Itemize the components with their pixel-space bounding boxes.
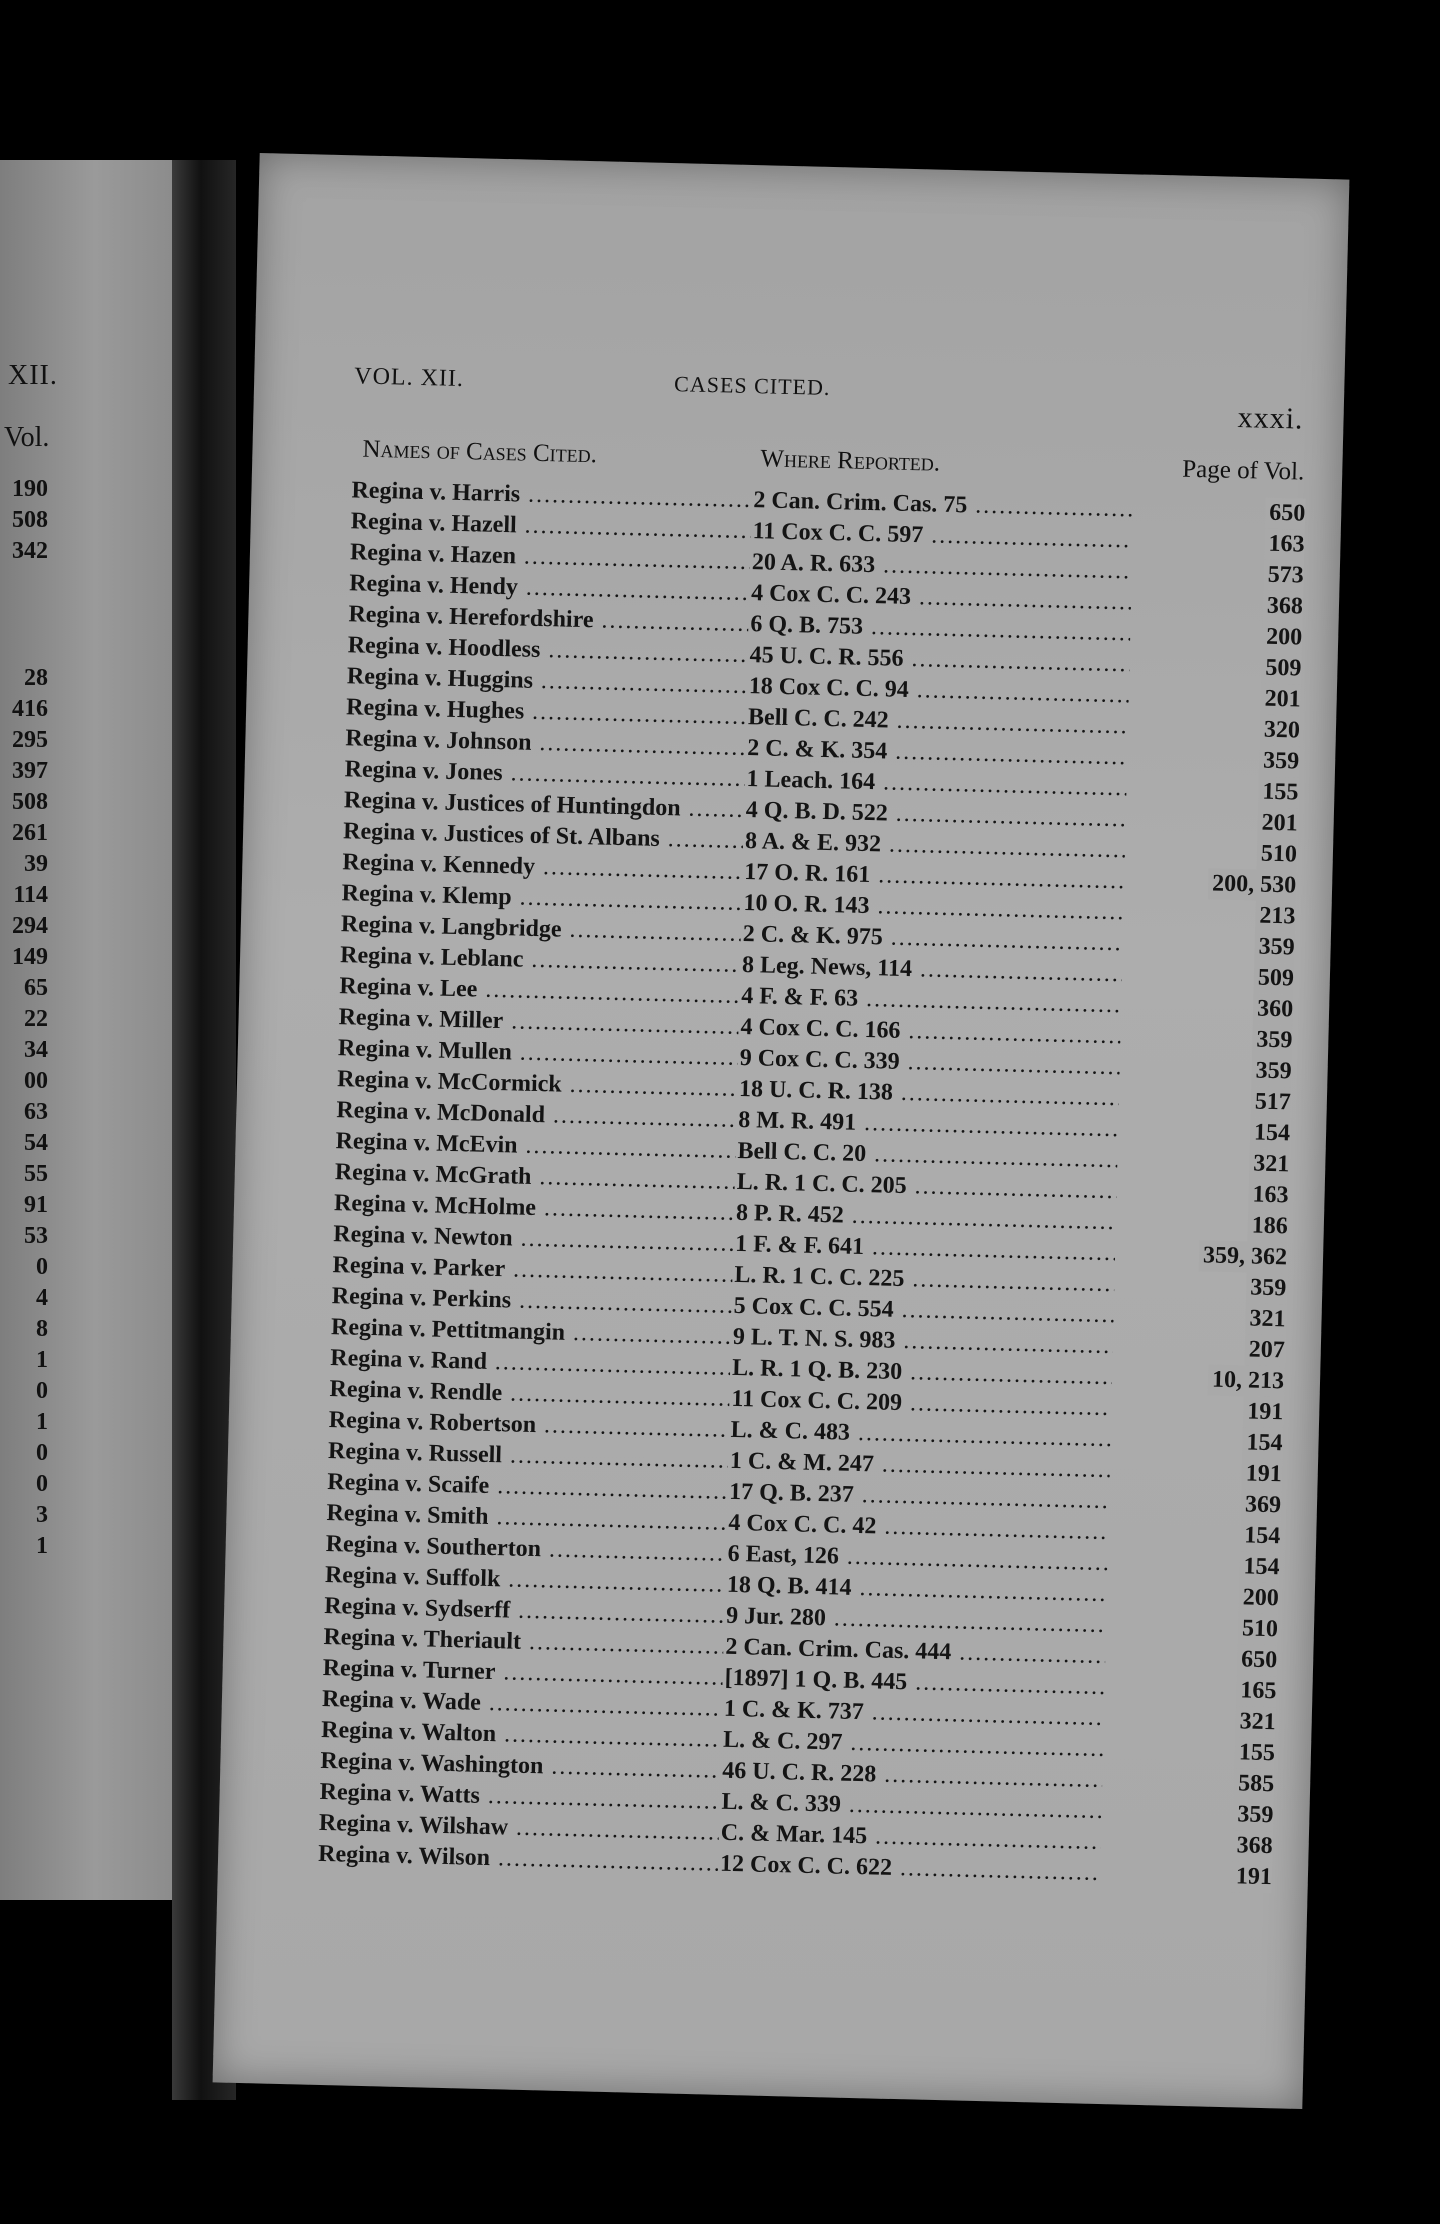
case-page: 650 xyxy=(1265,498,1306,530)
volume-label: VOL. XII. xyxy=(353,363,465,393)
case-name: Regina v. Newton ..... xyxy=(333,1219,734,1260)
case-page: 163 xyxy=(1248,1179,1289,1211)
case-page: 510 xyxy=(1257,839,1298,871)
case-page: 321 xyxy=(1235,1706,1276,1738)
facing-page-number: 1 xyxy=(36,1409,48,1435)
facing-page-number: 508 xyxy=(12,789,48,815)
case-page: 163 xyxy=(1264,529,1305,561)
case-page: 509 xyxy=(1261,653,1302,685)
facing-page-number: 3 xyxy=(36,1502,48,1528)
case-reported: L. R. 1 C. C. 225 ..... xyxy=(734,1260,1115,1300)
case-page: 165 xyxy=(1236,1675,1277,1707)
case-page: 155 xyxy=(1235,1737,1276,1769)
facing-page-number: 0 xyxy=(36,1440,48,1466)
case-name: Regina v. Langbridge ..... xyxy=(341,909,742,950)
case-page: 509 xyxy=(1254,963,1295,995)
case-reported: 9 L. T. N. S. 983 ..... xyxy=(733,1322,1114,1362)
case-page: 650 xyxy=(1237,1644,1278,1676)
case-reported: 1 Leach. 164 ..... xyxy=(746,764,1127,804)
case-name: Regina v. Perkins ..... xyxy=(331,1281,732,1322)
case-name: Regina v. Wilson ..... xyxy=(318,1839,719,1880)
facing-page-numbers xyxy=(0,474,48,1562)
case-name: Regina v. McDonald ..... xyxy=(336,1095,737,1136)
page-title: CASES CITED. xyxy=(673,371,831,400)
case-reported: 6 East, 126 ..... xyxy=(727,1539,1108,1579)
case-page: 154 xyxy=(1239,1551,1280,1583)
case-reported: Bell C. C. 242 ..... xyxy=(748,702,1129,742)
case-page: 191 xyxy=(1241,1458,1282,1490)
facing-page-number: 397 xyxy=(12,758,48,784)
case-page: 10, 213 xyxy=(1208,1365,1285,1398)
case-page: 201 xyxy=(1260,684,1301,716)
case-reported: L. & C. 297 ..... xyxy=(723,1725,1104,1765)
case-name: Regina v. Suffolk ..... xyxy=(325,1560,726,1601)
case-name: Regina v. Turner ..... xyxy=(322,1653,723,1694)
case-page: 359, 362 xyxy=(1199,1240,1288,1273)
case-reported: 11 Cox C. C. 209 ..... xyxy=(731,1384,1112,1424)
facing-page-number: 55 xyxy=(24,1161,48,1187)
case-name: Regina v. Rand ..... xyxy=(330,1343,731,1384)
facing-page-numbers-top xyxy=(0,474,48,567)
case-name: Regina v. Sydserff ..... xyxy=(324,1591,725,1632)
facing-page-number: 54 xyxy=(24,1130,48,1156)
case-page: 191 xyxy=(1243,1396,1284,1428)
facing-page-number: 416 xyxy=(12,696,48,722)
facing-page-header: XII. xyxy=(8,360,58,391)
case-name: Regina v. Klemp ..... xyxy=(341,878,742,919)
case-reported: C. & Mar. 145 ..... xyxy=(720,1818,1101,1858)
case-page: 200 xyxy=(1262,622,1303,654)
case-name: Regina v. Robertson ..... xyxy=(328,1405,729,1446)
case-reported: 20 A. R. 633 ..... xyxy=(751,547,1132,587)
case-reported: 2 Can. Crim. Cas. 444 ..... xyxy=(725,1632,1106,1672)
case-reported: 46 U. C. R. 228 ..... xyxy=(722,1756,1103,1796)
case-page: 155 xyxy=(1258,777,1299,809)
case-name: Regina v. Justices of Huntingdon ..... xyxy=(344,785,745,826)
case-page: 200 xyxy=(1238,1582,1279,1614)
column-header-where: Where Reported. xyxy=(760,445,941,477)
facing-page-number: 508 xyxy=(12,507,48,533)
case-reported: 18 Q. B. 414 ..... xyxy=(727,1570,1108,1610)
case-reported: 8 M. R. 491 ..... xyxy=(738,1105,1119,1145)
facing-page-number: 261 xyxy=(12,820,48,846)
case-page: 359 xyxy=(1254,932,1295,964)
case-name: Regina v. Rendle ..... xyxy=(329,1374,730,1415)
case-name: Regina v. Washington ..... xyxy=(320,1746,721,1787)
facing-page-number: 22 xyxy=(24,1006,48,1032)
case-page: 359 xyxy=(1251,1055,1292,1087)
facing-page-number: 28 xyxy=(24,665,48,691)
facing-page-number: 294 xyxy=(12,913,48,939)
case-reported: 4 Cox C. C. 42 ..... xyxy=(728,1508,1109,1548)
facing-page-number: 39 xyxy=(24,851,48,877)
case-reported: 12 Cox C. C. 622 ..... xyxy=(720,1849,1101,1889)
case-page: 359 xyxy=(1246,1272,1287,1304)
case-name: Regina v. Miller ..... xyxy=(338,1002,739,1043)
case-name: Regina v. Johnson ..... xyxy=(345,723,746,764)
case-reported: 8 A. & E. 932 ..... xyxy=(745,826,1126,866)
facing-page-number: 0 xyxy=(36,1471,48,1497)
case-page: 369 xyxy=(1241,1489,1282,1521)
case-reported: L. & C. 483 ..... xyxy=(730,1415,1111,1455)
case-page: 213 xyxy=(1255,901,1296,933)
facing-page-number: 34 xyxy=(24,1037,48,1063)
case-reported: 17 Q. B. 237 ..... xyxy=(729,1477,1110,1517)
facing-page-number: 342 xyxy=(12,538,48,564)
case-name: Regina v. Walton ..... xyxy=(321,1715,722,1756)
case-reported: [1897] 1 Q. B. 445 ..... xyxy=(724,1663,1105,1703)
facing-page-number: 91 xyxy=(24,1192,48,1218)
case-name: Regina v. Leblanc ..... xyxy=(340,940,741,981)
case-name: Regina v. Huggins ..... xyxy=(347,661,748,702)
case-name: Regina v. Theriault ..... xyxy=(323,1622,724,1663)
case-name: Regina v. Lee ..... xyxy=(339,971,740,1012)
case-name: Regina v. Herefordshire ..... xyxy=(348,599,749,640)
case-reported: 11 Cox C. C. 597 ..... xyxy=(752,516,1133,556)
case-name: Regina v. Wade ..... xyxy=(322,1684,723,1725)
case-reported: 2 C. & K. 975 ..... xyxy=(742,919,1123,959)
case-reported: 10 O. R. 143 ..... xyxy=(743,888,1124,928)
case-reported: 2 C. & K. 354 ..... xyxy=(747,733,1128,773)
page xyxy=(213,153,1350,2109)
facing-page-number: 0 xyxy=(36,1378,48,1404)
case-page: 573 xyxy=(1263,560,1304,592)
case-reported: 9 Cox C. C. 339 ..... xyxy=(739,1043,1120,1083)
case-reported: 8 Leg. News, 114 ..... xyxy=(742,950,1123,990)
case-name: Regina v. Hazell ..... xyxy=(350,506,751,547)
case-reported: 8 P. R. 452 ..... xyxy=(736,1198,1117,1238)
case-reported: 18 Cox C. C. 94 ..... xyxy=(748,671,1129,711)
case-name: Regina v. McGrath ..... xyxy=(334,1157,735,1198)
facing-page-number: 114 xyxy=(13,882,48,908)
case-reported: 17 O. R. 161 ..... xyxy=(744,857,1125,897)
case-reported: 1 C. & M. 247 ..... xyxy=(730,1446,1111,1486)
column-header-names: Names of Cases Cited. xyxy=(362,435,598,469)
case-reported: 4 Q. B. D. 522 ..... xyxy=(745,795,1126,835)
case-page: 321 xyxy=(1245,1303,1286,1335)
facing-page-number: 149 xyxy=(12,944,48,970)
page-number: xxxi. xyxy=(1237,400,1304,436)
column-header-page: Page of Vol. xyxy=(1181,455,1305,486)
facing-page-number: 63 xyxy=(24,1099,48,1125)
case-page: 510 xyxy=(1238,1613,1279,1645)
case-reported: 4 Cox C. C. 243 ..... xyxy=(751,578,1132,618)
case-reported: 6 Q. B. 753 ..... xyxy=(750,609,1131,649)
case-page: 585 xyxy=(1234,1768,1275,1800)
case-page: 517 xyxy=(1250,1086,1291,1118)
facing-page-number: 1 xyxy=(36,1347,48,1373)
case-reported: 4 Cox C. C. 166 ..... xyxy=(740,1012,1121,1052)
case-page: 201 xyxy=(1257,808,1298,840)
case-reported: L. & C. 339 ..... xyxy=(721,1787,1102,1827)
facing-page-number: 53 xyxy=(24,1223,48,1249)
case-reported: 45 U. C. R. 556 ..... xyxy=(749,640,1130,680)
case-name: Regina v. Hoodless ..... xyxy=(347,630,748,671)
case-name: Regina v. Justices of St. Albans ..... xyxy=(343,816,744,857)
running-head xyxy=(254,361,1345,436)
case-reported: 2 Can. Crim. Cas. 75 ..... xyxy=(753,485,1134,525)
case-reported: 4 F. & F. 63 ..... xyxy=(741,981,1122,1021)
case-page: 200, 530 xyxy=(1208,868,1297,901)
case-name: Regina v. Hughes ..... xyxy=(346,692,747,733)
facing-page-number: 1 xyxy=(36,1533,48,1559)
facing-page-number: 0 xyxy=(36,1254,48,1280)
case-page: 368 xyxy=(1263,591,1304,623)
case-name: Regina v. McCormick ..... xyxy=(337,1064,738,1105)
case-name: Regina v. McEvin ..... xyxy=(335,1126,736,1167)
case-name: Regina v. Kennedy ..... xyxy=(342,847,743,888)
case-name: Regina v. Hendy ..... xyxy=(349,568,750,609)
case-reported: L. R. 1 Q. B. 230 ..... xyxy=(732,1353,1113,1393)
case-reported: 1 C. & K. 737 ..... xyxy=(723,1694,1104,1734)
case-name: Regina v. McHolme ..... xyxy=(334,1188,735,1229)
facing-page-number: 295 xyxy=(12,727,48,753)
case-page: 154 xyxy=(1240,1520,1281,1552)
case-name: Regina v. Russell ..... xyxy=(328,1436,729,1477)
case-name: Regina v. Southerton ..... xyxy=(325,1529,726,1570)
facing-page-number: 4 xyxy=(36,1285,48,1311)
case-name: Regina v. Hazen ..... xyxy=(350,537,751,578)
case-page: 154 xyxy=(1242,1427,1283,1459)
case-page: 321 xyxy=(1249,1148,1290,1180)
facing-page xyxy=(0,160,172,1900)
case-page: 360 xyxy=(1253,994,1294,1026)
case-name: Regina v. Parker ..... xyxy=(332,1250,733,1291)
case-name: Regina v. Mullen ..... xyxy=(338,1033,739,1074)
case-page: 207 xyxy=(1244,1334,1285,1366)
facing-page-number: 8 xyxy=(36,1316,48,1342)
case-reported: 1 F. & F. 641 ..... xyxy=(735,1229,1116,1269)
case-page: 320 xyxy=(1260,715,1301,747)
case-name: Regina v. Smith ..... xyxy=(326,1498,727,1539)
case-page: 359 xyxy=(1252,1024,1293,1056)
case-name: Regina v. Watts ..... xyxy=(319,1777,720,1818)
case-page: 359 xyxy=(1259,746,1300,778)
case-reported: 5 Cox C. C. 554 ..... xyxy=(733,1291,1114,1331)
facing-page-numbers-bottom xyxy=(0,663,48,1562)
facing-page-number: 00 xyxy=(24,1068,48,1094)
case-reported: L. R. 1 C. C. 205 ..... xyxy=(736,1167,1117,1207)
case-page: 191 xyxy=(1232,1861,1273,1893)
case-name: Regina v. Jones ..... xyxy=(344,754,745,795)
case-name: Regina v. Scaife ..... xyxy=(327,1467,728,1508)
case-name: Regina v. Harris ..... xyxy=(351,475,752,516)
case-name: Regina v. Pettitmangin ..... xyxy=(331,1312,732,1353)
case-reported: Bell C. C. 20 ..... xyxy=(737,1136,1118,1176)
case-page: 359 xyxy=(1233,1799,1274,1831)
case-reported: 18 U. C. R. 138 ..... xyxy=(739,1074,1120,1114)
facing-page-number: 65 xyxy=(24,975,48,1001)
case-name: Regina v. Wilshaw ..... xyxy=(319,1808,720,1849)
facing-page-column-label: Vol. xyxy=(4,422,50,453)
case-page: 368 xyxy=(1232,1830,1273,1862)
case-page: 154 xyxy=(1250,1117,1291,1149)
case-list xyxy=(218,473,1342,1894)
facing-page-number: 190 xyxy=(12,476,48,502)
case-page: 186 xyxy=(1247,1210,1288,1242)
case-reported: 9 Jur. 280 ..... xyxy=(726,1601,1107,1641)
